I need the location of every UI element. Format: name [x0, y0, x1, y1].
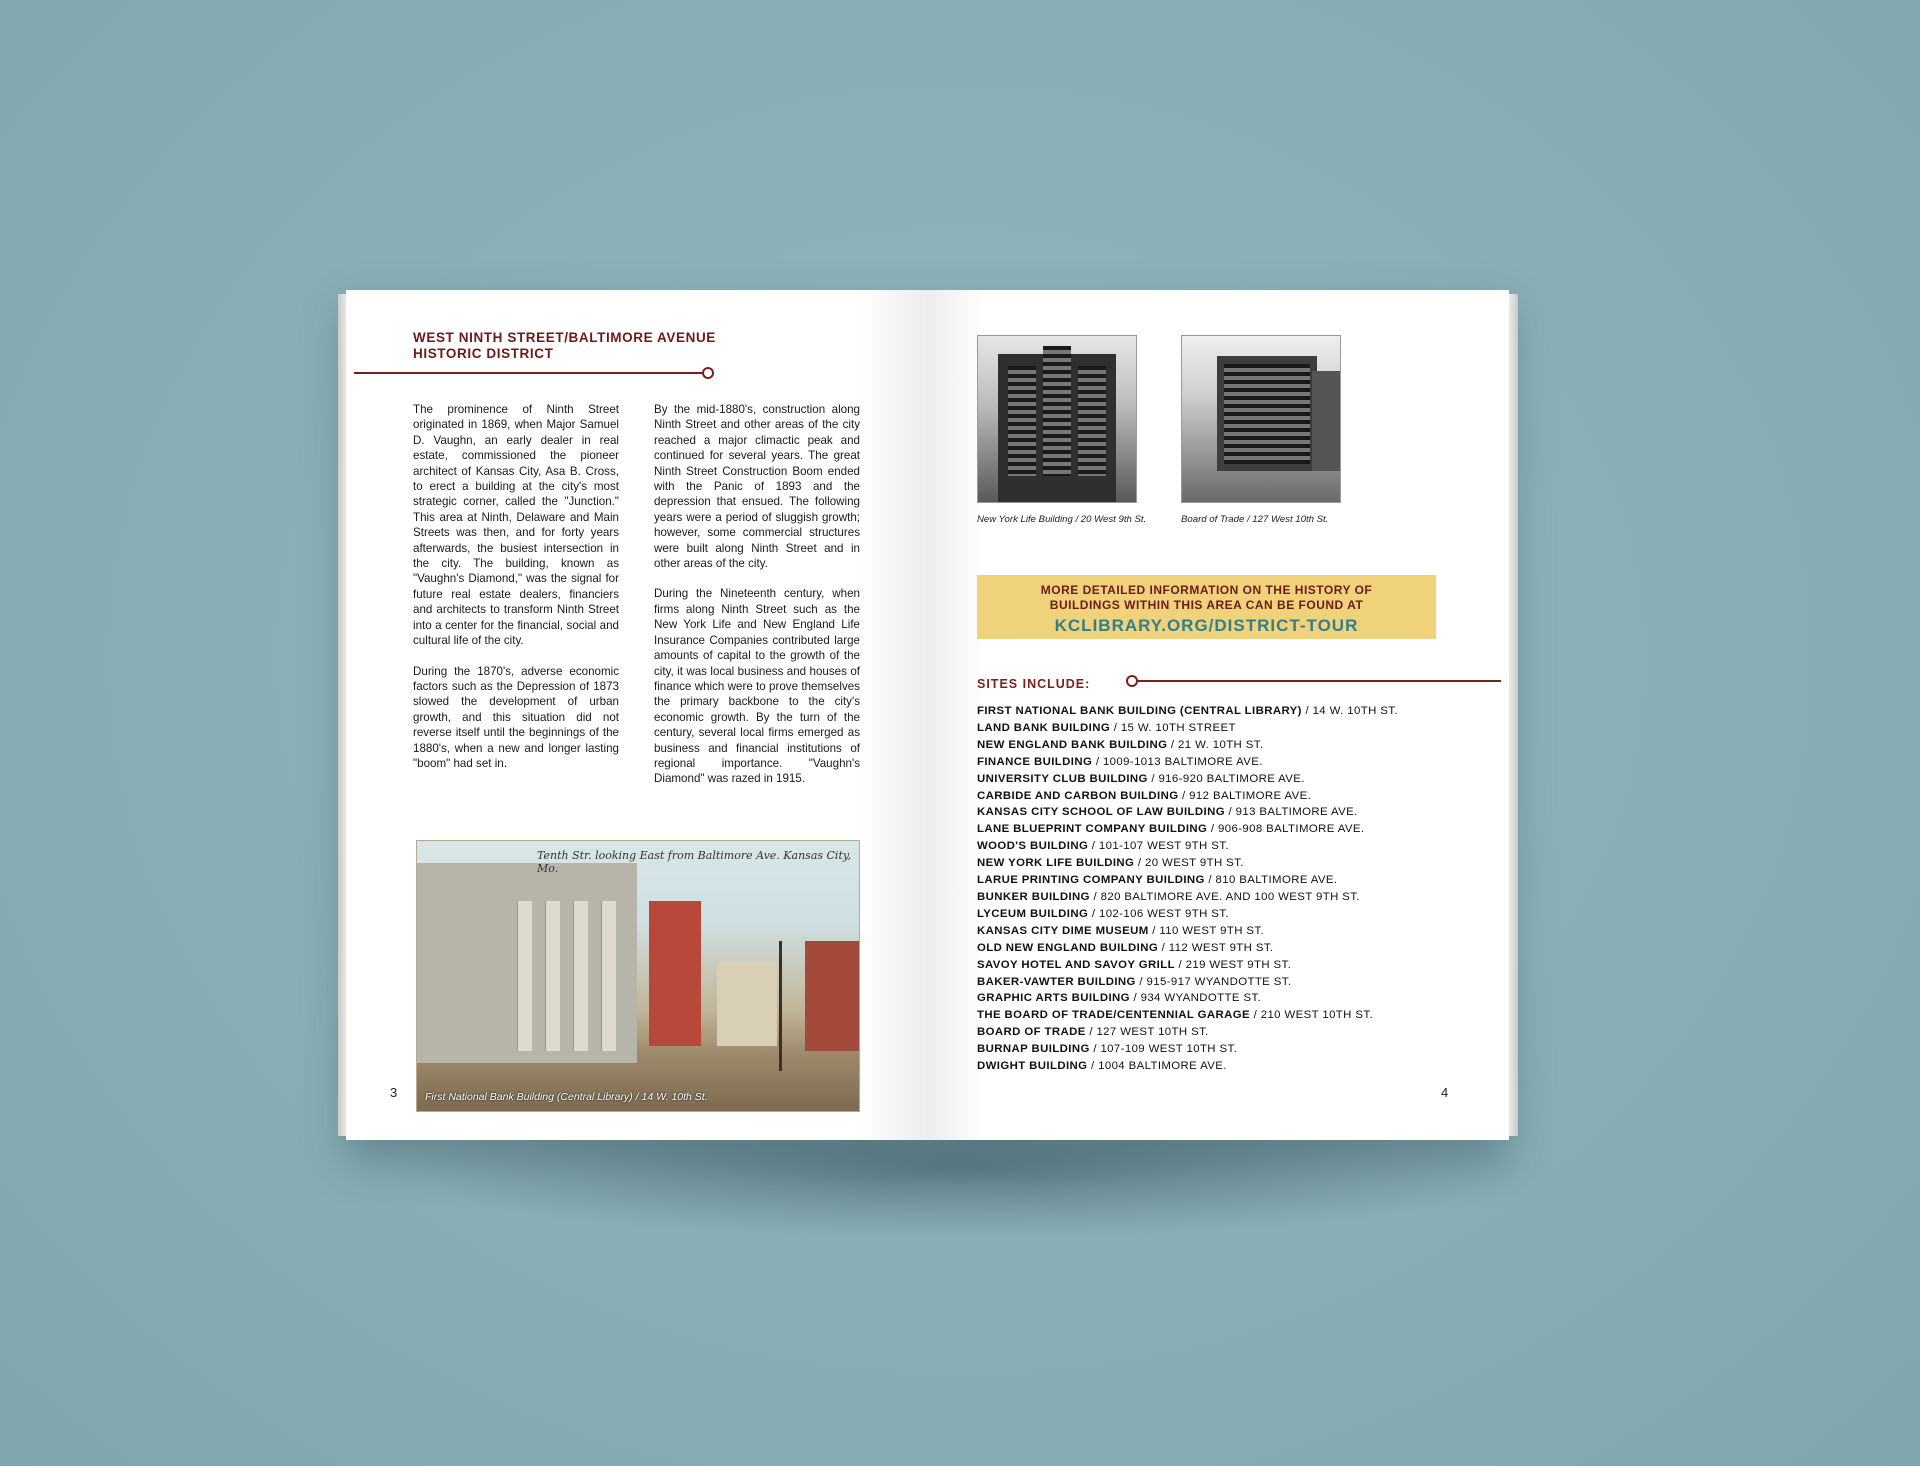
sites-rule-ring: [1126, 675, 1138, 687]
page-right: [927, 290, 1509, 1140]
title-line-2: HISTORIC DISTRICT: [413, 346, 554, 361]
site-name: NEW ENGLAND BANK BUILDING: [977, 738, 1168, 751]
postcard-photo: [416, 840, 860, 1112]
page-stack-left: [338, 294, 346, 1136]
site-address: / 15 W. 10TH STREET: [1110, 721, 1236, 734]
photo-caption: New York Life Building / 20 West 9th St.: [977, 514, 1147, 525]
windows: [1008, 366, 1036, 476]
site-address: / 219 WEST 9TH ST.: [1174, 958, 1292, 971]
site-address: / 21 W. 10TH ST.: [1167, 738, 1264, 751]
site-address: / 915-917 WYANDOTTE ST.: [1135, 975, 1292, 988]
building-side: [1312, 371, 1340, 471]
open-booklet: [346, 290, 1509, 1140]
site-name: DWIGHT BUILDING: [977, 1060, 1088, 1073]
site-list-item: [977, 821, 1477, 838]
callout-line-2: BUILDINGS WITHIN THIS AREA CAN BE FOUND AT: [1049, 598, 1364, 612]
site-address: / 112 WEST 9TH ST.: [1158, 941, 1274, 954]
site-name: NEW YORK LIFE BUILDING: [977, 857, 1135, 870]
windows: [1043, 346, 1071, 476]
red-tower-illustration: [649, 901, 701, 1046]
site-address: / 107-109 WEST 10TH ST.: [1089, 1043, 1238, 1056]
page-number: 3: [390, 1085, 398, 1100]
site-address: / 110 WEST 9TH ST.: [1148, 924, 1265, 937]
site-list-item: [977, 754, 1477, 771]
site-name: LAND BANK BUILDING: [977, 721, 1111, 734]
site-list-item: [977, 1058, 1477, 1075]
site-name: KANSAS CITY DIME MUSEUM: [977, 924, 1149, 937]
site-list-item: [977, 940, 1477, 957]
new-york-life-photo: [977, 335, 1137, 503]
column: [573, 901, 588, 1051]
site-list-item: [977, 788, 1477, 805]
site-address: / 14 W. 10TH ST.: [1301, 705, 1398, 717]
site-address: / 913 BALTIMORE AVE.: [1224, 806, 1358, 819]
site-name: SAVOY HOTEL AND SAVOY GRILL: [977, 958, 1175, 971]
utility-pole: [779, 941, 782, 1071]
site-name: KANSAS CITY SCHOOL OF LAW BUILDING: [977, 806, 1225, 819]
site-name: LYCEUM BUILDING: [977, 907, 1089, 920]
text-column-1: [413, 402, 619, 786]
site-list-item: [977, 771, 1477, 788]
site-list-item: [977, 737, 1477, 754]
site-address: / 820 BALTIMORE AVE. AND 100 WEST 9TH ST.: [1089, 890, 1360, 903]
site-list-item: [977, 889, 1477, 906]
site-address: / 127 WEST 10TH ST.: [1085, 1026, 1209, 1039]
text-column-2: [654, 402, 860, 802]
site-address: / 20 WEST 9TH ST.: [1134, 857, 1244, 870]
title-rule-ring: [702, 367, 714, 379]
site-address: / 102-106 WEST 9TH ST.: [1088, 907, 1229, 920]
site-address: / 210 WEST 10TH ST.: [1250, 1009, 1374, 1022]
page-stack-right: [1509, 294, 1518, 1136]
site-address: / 934 WYANDOTTE ST.: [1129, 992, 1262, 1005]
site-name: BAKER-VAWTER BUILDING: [977, 975, 1136, 988]
site-list-item: [977, 906, 1477, 923]
building-illustration: [805, 941, 859, 1051]
site-address: / 1004 BALTIMORE AVE.: [1087, 1060, 1227, 1073]
column: [601, 901, 616, 1051]
site-list-item: [977, 838, 1477, 855]
page-left: [346, 290, 927, 1140]
sites-heading: SITES INCLUDE:: [977, 677, 1091, 691]
paragraph: During the 1870's, adverse economic factors such as the Depression of 1873 slowed the development of urban growth, and this situation did not reverse itself until the beginnings of the 1880's, when a new and longer lasting "boom" had set in.: [413, 664, 619, 770]
site-name: OLD NEW ENGLAND BUILDING: [977, 941, 1159, 954]
column: [545, 901, 560, 1051]
site-list-item: [977, 855, 1477, 872]
page-number: 4: [1441, 1085, 1449, 1100]
site-name: BURNAP BUILDING: [977, 1043, 1090, 1056]
paragraph: The prominence of Ninth Street originated in 1869, when Major Samuel D. Vaughn, an early dealer in real estate, commissioned the pioneer architect of Kansas City, Asa B. Cross, to erect a building at the city's most strategic corner, called the "Junction." This area at Ninth, Delaware and Main Streets was then, and for forty years afterwards, the busiest intersection in the city. The building, known as "Vaughn's Diamond," was the signal for future real estate dealers, financiers and architects to transform Ninth Street into a center for the financial, social and cultural life of the city.: [413, 403, 619, 648]
site-address: / 1009-1013 BALTIMORE AVE.: [1092, 755, 1263, 768]
sites-list: [977, 703, 1477, 1075]
site-list-item: [977, 990, 1477, 1007]
site-list-item: [977, 1041, 1477, 1058]
site-name: WOOD'S BUILDING: [977, 840, 1089, 853]
page-title: [413, 330, 716, 362]
site-list-item: [977, 957, 1477, 974]
building-illustration: [717, 961, 777, 1046]
site-name: THE BOARD OF TRADE/CENTENNIAL GARAGE: [977, 1009, 1251, 1022]
windows: [1078, 366, 1106, 476]
site-name: BOARD OF TRADE: [977, 1026, 1086, 1039]
site-name: FIRST NATIONAL BANK BUILDING (CENTRAL LIBRARY): [977, 705, 1302, 717]
site-name: UNIVERSITY CLUB BUILDING: [977, 772, 1148, 785]
site-address: / 101-107 WEST 9TH ST.: [1088, 840, 1229, 853]
site-list-item: [977, 703, 1477, 720]
site-name: LARUE PRINTING COMPANY BUILDING: [977, 874, 1205, 887]
site-list-item: [977, 1007, 1477, 1024]
site-address: / 912 BALTIMORE AVE.: [1178, 789, 1312, 802]
title-line-1: WEST NINTH STREET/BALTIMORE AVENUE: [413, 330, 716, 345]
site-name: CARBIDE AND CARBON BUILDING: [977, 789, 1179, 802]
callout-url[interactable]: KCLIBRARY.ORG/DISTRICT-TOUR: [1054, 616, 1359, 635]
site-address: / 916-920 BALTIMORE AVE.: [1147, 772, 1305, 785]
column: [517, 901, 532, 1051]
site-list-item: [977, 720, 1477, 737]
site-list-item: [977, 804, 1477, 821]
paragraph: By the mid-1880's, construction along Ninth Street and other areas of the city reached a major climactic peak and continued for several years. The great Ninth Street Construction Boom ended with the Panic of 1893 and the depression that ensued. The following years were a period of sluggish growth; however, some commercial structures were built along Ninth Street and in other areas of the city.: [654, 403, 860, 571]
site-list-item: [977, 974, 1477, 991]
site-address: / 906-908 BALTIMORE AVE.: [1207, 823, 1365, 836]
board-of-trade-photo: [1181, 335, 1341, 503]
info-callout: [977, 575, 1436, 639]
photo-caption: Board of Trade / 127 West 10th St.: [1181, 514, 1329, 525]
windows: [1224, 364, 1310, 464]
site-name: FINANCE BUILDING: [977, 755, 1093, 768]
callout-line-1: MORE DETAILED INFORMATION ON THE HISTORY OF: [1040, 583, 1373, 597]
site-name: GRAPHIC ARTS BUILDING: [977, 992, 1130, 1005]
site-address: / 810 BALTIMORE AVE.: [1204, 874, 1338, 887]
sites-rule: [1138, 680, 1501, 682]
site-list-item: [977, 1024, 1477, 1041]
site-list-item: [977, 923, 1477, 940]
site-name: LANE BLUEPRINT COMPANY BUILDING: [977, 823, 1208, 836]
site-list-item: [977, 872, 1477, 889]
paragraph: During the Nineteenth century, when firms along Ninth Street such as the New York Life and New England Life Insurance Companies contributed large amounts of capital to the growth of the city, it was local business and houses of finance which were to prove themselves the primary backbone to the city's economic growth. By the turn of the century, several local firms emerged as business and financial institutions of regional importance. "Vaughn's Diamond" was razed in 1915.: [654, 587, 860, 786]
postcard-inscription: Tenth Str. looking East from Baltimore Ave. Kansas City, Mo.: [537, 849, 852, 875]
site-name: BUNKER BUILDING: [977, 890, 1090, 903]
postcard-caption: First National Bank Building (Central Library) / 14 W. 10th St.: [425, 1091, 708, 1103]
title-rule: [354, 372, 704, 374]
